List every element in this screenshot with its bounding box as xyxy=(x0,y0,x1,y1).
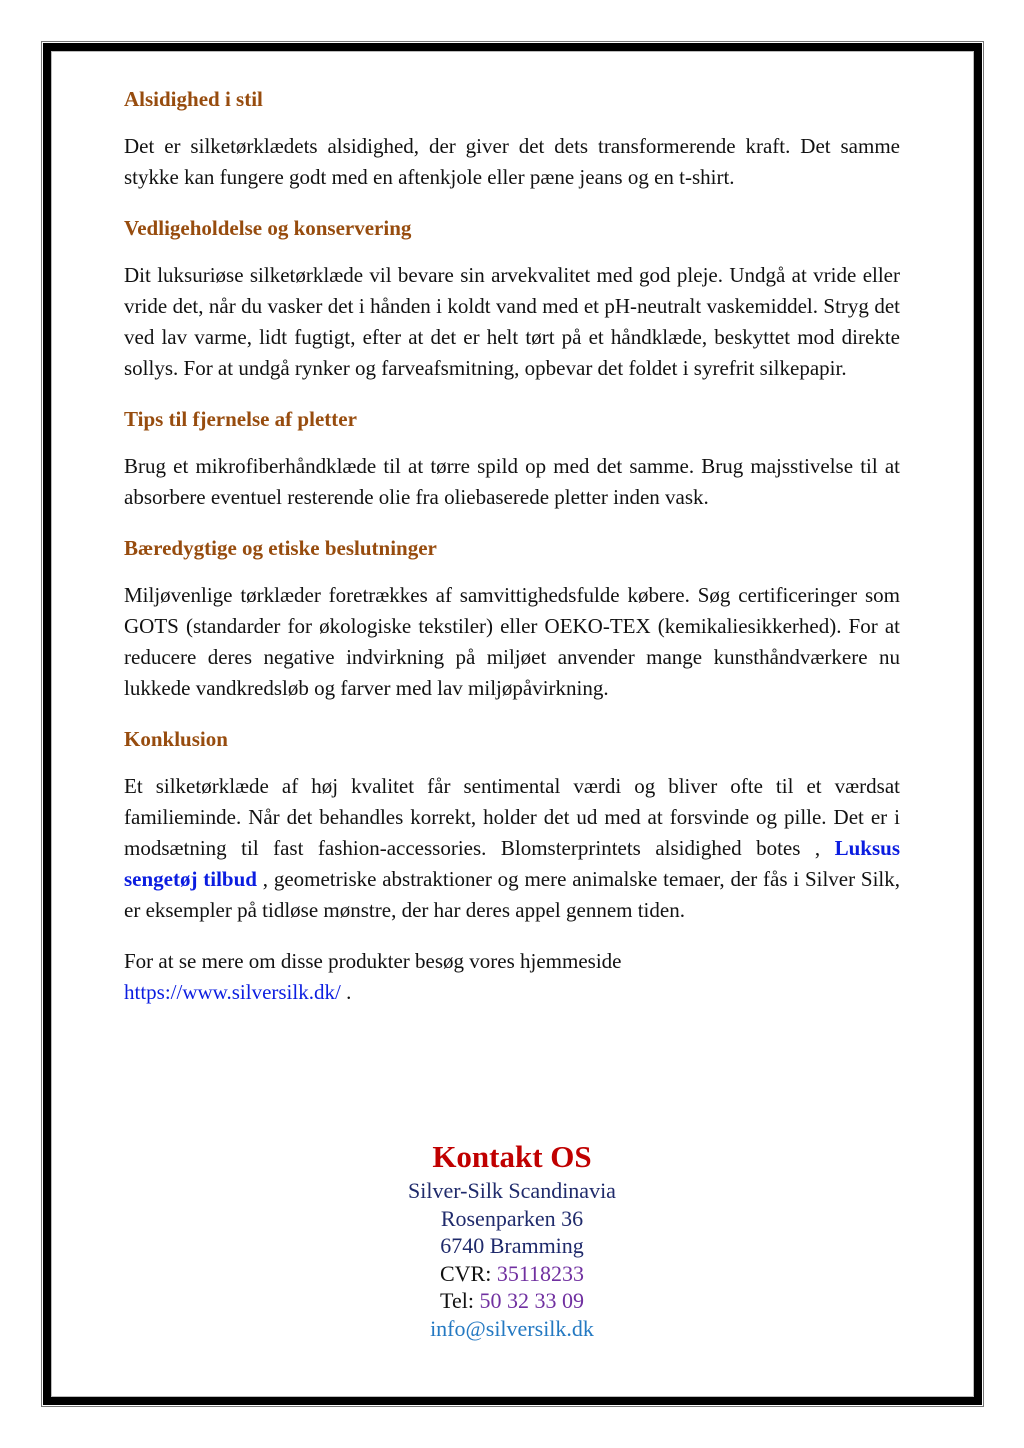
phone-value[interactable]: 50 32 33 09 xyxy=(479,1288,584,1313)
section-heading: Konklusion xyxy=(124,727,228,751)
cvr-label: CVR: xyxy=(439,1260,497,1286)
visit-text: For at se mere om disse produkter besøg vores hjemmeside xyxy=(124,949,622,973)
section-stain-removal xyxy=(124,404,900,513)
visit-paragraph xyxy=(124,946,900,1008)
section-care xyxy=(124,213,900,384)
contact-street: Rosenparken 36 xyxy=(440,1205,584,1231)
section-heading: Alsidighed i stil xyxy=(124,87,263,111)
conclusion-paragraph xyxy=(124,771,900,926)
section-heading: Tips til fjernelse af pletter xyxy=(124,407,357,431)
phone-label: Tel: xyxy=(440,1288,480,1313)
contact-block xyxy=(124,1137,900,1342)
document-body xyxy=(124,84,900,1008)
section-paragraph: Dit luksuriøse silketørklæde vil bevare sin arvekvalitet med god pleje. Undgå at vride eller vride det, når du vasker det i hånden i koldt vand med et pH-neutralt vaskemiddel. Stryg det ved lav varme, lidt fugtigt, efter at det er helt tørt på et håndklæde, beskyttet mod direkte sollys. For at undgå rynker og farveafsmitning, opbevar det foldet i syrefrit silkepapir. xyxy=(124,263,900,380)
contact-cvr xyxy=(124,1260,900,1288)
section-heading: Vedligeholdelse og konservering xyxy=(124,216,412,240)
section-paragraph: Brug et mikrofiberhåndklæde til at tørre spild op med det samme. Brug majsstivelse til at absorbere eventuel resterende olie fra oliebaserede pletter inden vask. xyxy=(124,454,900,509)
conclusion-text-after: , geometriske abstraktioner og mere animalske temaer, der fås i Silver Silk, er eksempler på tidløse mønstre, der har deres appel gennem tiden. xyxy=(124,867,901,922)
contact-city: 6740 Bramming xyxy=(440,1233,584,1258)
contact-company: Silver-Silk Scandinavia xyxy=(408,1178,616,1203)
visit-suffix: . xyxy=(340,980,352,1004)
section-visit xyxy=(124,946,900,1008)
cvr-value: 35118233 xyxy=(496,1260,585,1286)
contact-email-row xyxy=(124,1315,900,1343)
section-heading: Bæredygtige og etiske beslutninger xyxy=(124,536,437,560)
website-link[interactable]: https://www.silversilk.dk/ xyxy=(124,980,341,1004)
section-conclusion xyxy=(124,724,900,926)
email-link[interactable]: info@silversilk.dk xyxy=(430,1315,594,1341)
conclusion-text-before: Et silketørklæde af høj kvalitet får sentimental værdi og bliver ofte til et værdsat familieminde. Når det behandles korrekt, holder det ud med at forsvinde og pille. Det er i modsætning til fast fashion-accessories. Blomsterprintets alsidighed botes , xyxy=(124,774,900,860)
contact-title: Kontakt OS xyxy=(432,1139,592,1174)
section-paragraph: Miljøvenlige tørklæder foretrækkes af samvittighedsfulde købere. Søg certificeringer som GOTS (standarder for økologiske tekstiler) eller OEKO-TEX (kemikaliesikkerhed). For at reducere deres negative indvirkning på miljøet anvender mange kunsthåndværkere nu lukkede vandkredsløb og farver med lav miljøpåvirkning. xyxy=(124,583,900,700)
section-paragraph: Det er silketørklædets alsidighed, der giver det dets transformerende kraft. Det samme stykke kan fungere godt med en aftenkjole eller pæne jeans og en t-shirt. xyxy=(124,134,900,189)
contact-phone xyxy=(124,1287,900,1315)
section-sustainability xyxy=(124,533,900,704)
section-style-versatility xyxy=(124,84,900,193)
luxury-bedding-offer-link[interactable]: Luksus sengetøj tilbud xyxy=(124,836,900,891)
